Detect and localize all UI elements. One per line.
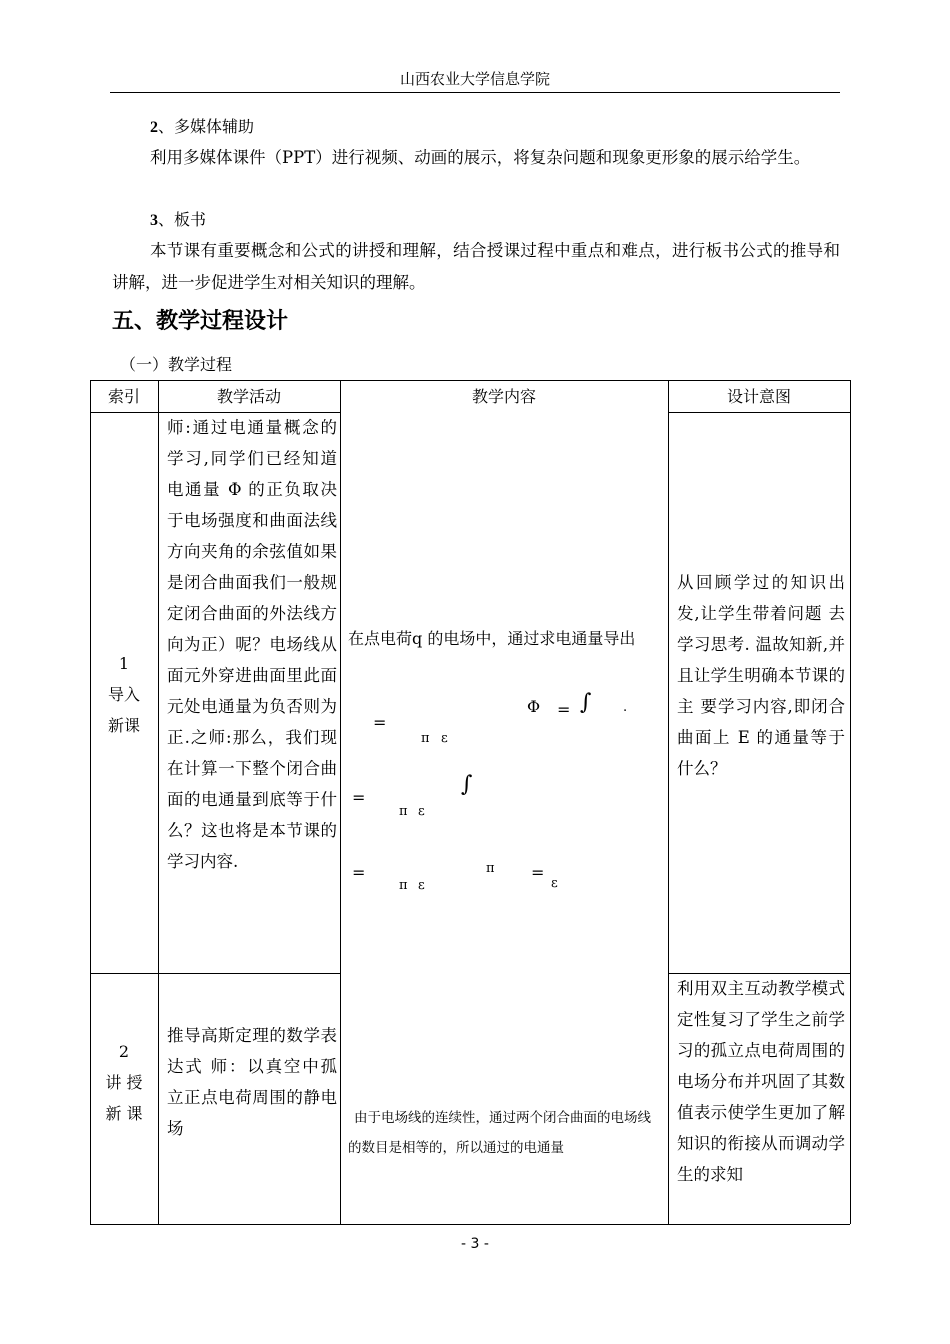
item-board-heading: [150, 210, 206, 231]
formula-epsilon: ε: [441, 731, 448, 746]
index-label: 导入: [107, 685, 140, 704]
table-rule: [90, 973, 340, 974]
formula-pi: π: [421, 731, 430, 746]
table-border-right: [850, 380, 851, 1224]
item-number: 2: [150, 119, 158, 136]
row2-intent: 利用双主互动教学模式定性复习了学生之前学习的孤立点电荷周围的电场分布并巩固了其数值表示使学生更加了解知识的衔接从而调动学生的求知: [677, 979, 845, 1184]
index-label: 讲 授: [105, 1073, 143, 1092]
content-continuity: 由于电场线的连续性，通过两个闭合曲面的电场线的数目是相等的，所以通过的电通量: [348, 1110, 651, 1156]
formula-dot: .: [623, 700, 628, 715]
formula-epsilon: ε: [418, 804, 425, 819]
header-rule: [110, 92, 840, 93]
formula-epsilon: ε: [551, 876, 558, 891]
table-border-top: [90, 380, 850, 381]
section-title: 五、教学过程设计: [112, 309, 289, 334]
item-multimedia-text: 利用多媒体课件（PPT）进行视频、动画的展示，将复杂问题和现象更形象的展示给学生。: [150, 148, 811, 167]
table-rule: [158, 380, 159, 1224]
row2-index: [91, 1036, 157, 1129]
formula-epsilon: ε: [418, 878, 425, 893]
table-border-bottom: [90, 1224, 850, 1225]
item-title: 多媒体辅助: [174, 117, 255, 136]
section-subtitle: （一）教学过程: [120, 355, 233, 374]
item-separator: 、: [158, 117, 175, 136]
item-number: 3: [150, 212, 158, 229]
row1-intent: 从回顾学过的知识出发,让学生带着问题 去学习思考. 温故知新,并且让学生明确本节课的主 要学习内容,即闭合曲面上 E 的通量等于什么？: [677, 573, 845, 778]
row2-activity: 推导高斯定理的数学表达式 师：以真空中孤立正点电荷周围的静电场: [167, 1026, 337, 1138]
formula-pi: π: [399, 804, 408, 819]
header-content: 教学内容: [471, 387, 536, 406]
formula-equals: =: [352, 788, 366, 807]
item-multimedia-heading: [150, 117, 254, 138]
item-board-text: 本节课有重要概念和公式的讲授和理解，结合授课过程中重点和难点，进行板书公式的推导和讲解，进一步促进学生对相关知识的理解。: [112, 241, 840, 292]
header-index: 索引: [107, 387, 140, 406]
formula-equals: =: [557, 700, 571, 719]
formula-equals: =: [352, 863, 366, 882]
table-rule: [668, 380, 669, 1224]
item-title: 板书: [174, 210, 207, 229]
page-number: - 3 -: [461, 1236, 489, 1252]
header-activity: 教学活动: [216, 387, 281, 406]
index-label: 新课: [107, 716, 140, 735]
formula-equals: =: [373, 713, 387, 732]
table-rule: [340, 380, 341, 1224]
formula-equals: =: [531, 863, 545, 882]
formula-phi: Φ: [527, 697, 541, 716]
row1-activity: 师:通过电通量概念的学习,同学们已经知道电通量 Φ 的正负取决于电场强度和曲面法线方向夹角的余弦值如果是闭合曲面我们一般规定闭合曲面的外法线方向为正）呢？电场线从面元外穿进曲面里此面元处电通量为负否则为正.之师:那么，我们现在计算一下整个闭合曲面的电通量到底等于什么？这也将是本节课的学习内容.: [167, 418, 337, 871]
formula-pi: π: [399, 878, 408, 893]
table-rule: [668, 412, 850, 413]
integral-sign: ∫: [580, 690, 592, 715]
header-intent: 设计意图: [726, 387, 791, 406]
item-separator: 、: [158, 210, 175, 229]
integral-sign: ∫: [461, 772, 473, 797]
content-intro: 在点电荷q 的电场中，通过求电通量导出: [348, 629, 636, 648]
index-number: 2: [118, 1042, 130, 1061]
index-label: 新 课: [105, 1104, 143, 1123]
index-number: 1: [118, 654, 130, 673]
page-header-title: 山西农业大学信息学院: [399, 70, 550, 88]
formula-pi: π: [486, 861, 495, 876]
row1-index: [91, 648, 157, 741]
